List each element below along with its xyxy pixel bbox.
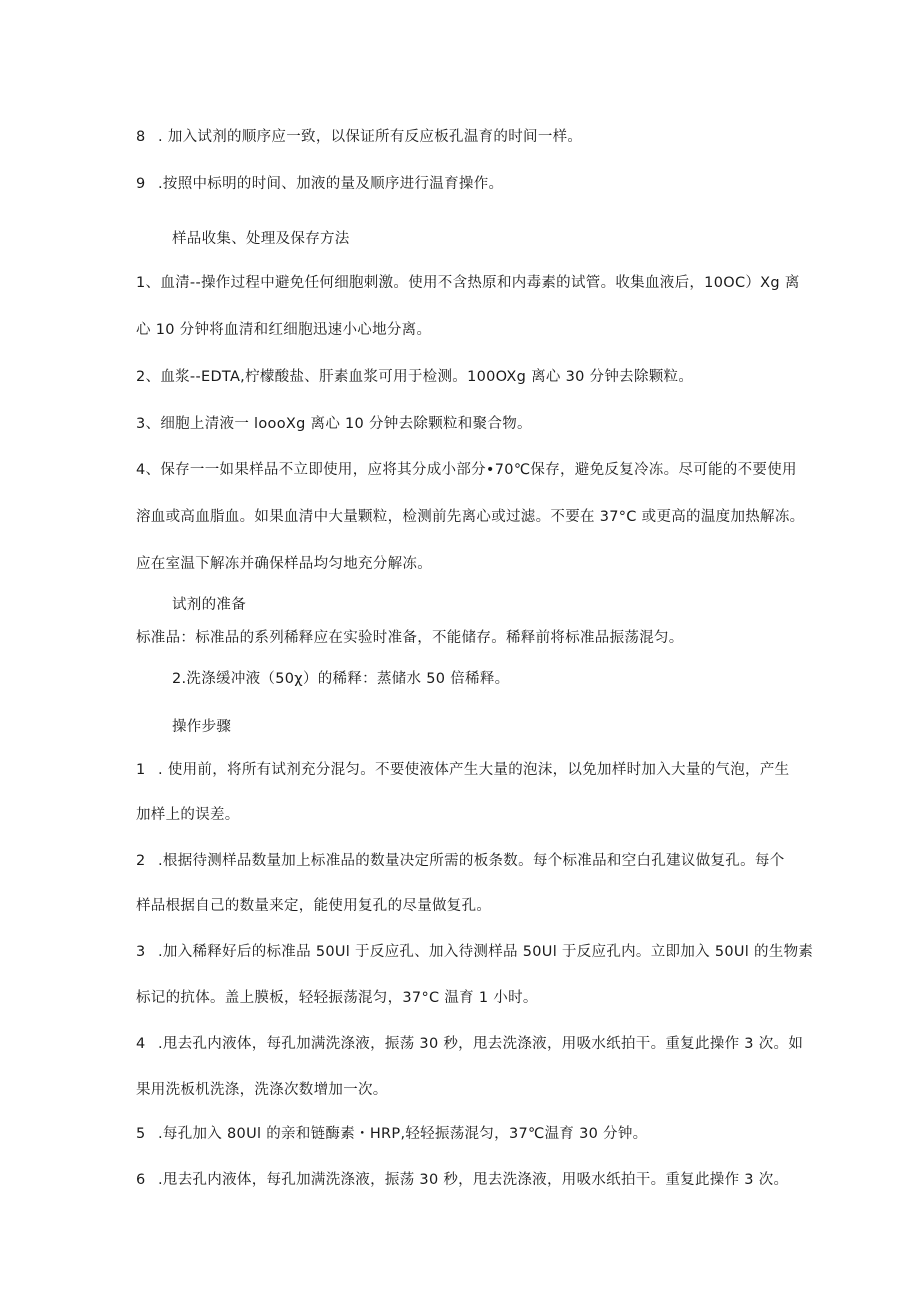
- step-text: . 加入试剂的顺序应一致，以保证所有反应板孔温育的时间一样。: [158, 129, 583, 145]
- paragraph-line: 样品根据自己的数量来定，能使用复孔的尽量做复孔。: [136, 898, 492, 914]
- step-4: [136, 1034, 803, 1054]
- step-text: .甩去孔内液体，每孔加满洗涤液，振荡 30 秒，甩去洗涤液，用吸水纸拍干。重复此操作 3 次。如: [158, 1036, 804, 1052]
- step-3: [136, 942, 813, 962]
- step-5: [136, 1124, 647, 1144]
- section-heading-procedure: 操作步骤: [172, 719, 232, 735]
- step-text: .根据待测样品数量加上标准品的数量决定所需的板条数。每个标准品和空白孔建议做复孔。每个: [158, 853, 785, 869]
- step-2: [136, 851, 785, 871]
- paragraph-line: 应在室温下解冻并确保样品均匀地充分解冻。: [136, 556, 432, 572]
- paragraph-line: 标记的抗体。盖上膜板，轻轻振荡混匀，37°C 温育 1 小时。: [136, 990, 538, 1006]
- paragraph-line: 标准品：标准品的系列稀释应在实验时准备，不能储存。稀释前将标准品振荡混匀。: [136, 630, 684, 646]
- paragraph-line: 溶血或高血脂血。如果血清中大量颗粒，检测前先离心或过滤。不要在 37°C 或更高的温度加热解冻。: [136, 509, 805, 525]
- paragraph-line: 4、保存一一如果样品不立即使用，应将其分成小部分•70℃保存，避免反复冷冻。尽可能的不要使用: [136, 462, 797, 478]
- step-text: . 使用前，将所有试剂充分混匀。不要使液体产生大量的泡沫，以免加样时加入大量的气泡，产生: [158, 762, 790, 778]
- step-text: .甩去孔内液体，每孔加满洗涤液，振荡 30 秒，甩去洗涤液，用吸水纸拍干。重复此操作 3 次。: [158, 1172, 789, 1188]
- step-number: 3: [136, 944, 146, 960]
- step-9: [136, 174, 503, 194]
- step-8: [136, 127, 582, 147]
- step-1: [136, 760, 789, 780]
- paragraph-line: 1、血清--操作过程中避免任何细胞刺激。使用不含热原和内毒素的试管。收集血液后，10OC）Xg 离: [136, 275, 800, 291]
- paragraph-line: 2、血浆--EDTA,柠檬酸盐、肝素血浆可用于检测。100OXg 离心 30 分钟去除颗粒。: [136, 369, 694, 385]
- step-number: 8: [136, 129, 146, 145]
- section-heading-sample: 样品收集、处理及保存方法: [172, 231, 350, 247]
- section-heading-reagent: 试剂的准备: [172, 597, 246, 613]
- paragraph-line: 果用洗板机洗涤，洗涤次数增加一次。: [136, 1082, 388, 1098]
- step-6: [136, 1170, 788, 1190]
- paragraph-line: 心 10 分钟将血清和红细胞迅速小心地分离。: [136, 322, 432, 338]
- step-text: .每孔加入 80Ul 的亲和链酶素・HRP,轻轻振荡混匀，37℃温育 30 分钟。: [158, 1126, 648, 1142]
- step-text: .加入稀释好后的标准品 50Ul 于反应孔、加入待测样品 50Ul 于反应孔内。立即加入 50Ul 的生物素: [158, 944, 814, 960]
- paragraph-line: 加样上的误差。: [136, 807, 240, 823]
- step-number: 1: [136, 762, 146, 778]
- step-number: 4: [136, 1036, 146, 1052]
- paragraph-line: 3、细胞上清液一 loooXg 离心 10 分钟去除颗粒和聚合物。: [136, 416, 532, 432]
- step-number: 2: [136, 853, 146, 869]
- step-number: 9: [136, 176, 146, 192]
- step-number: 6: [136, 1172, 146, 1188]
- step-text: .按照中标明的时间、加液的量及顺序进行温育操作。: [158, 176, 504, 192]
- step-number: 5: [136, 1126, 146, 1142]
- paragraph-line: 2.洗涤缓冲液（50χ）的稀释：蒸储水 50 倍稀释。: [172, 671, 510, 687]
